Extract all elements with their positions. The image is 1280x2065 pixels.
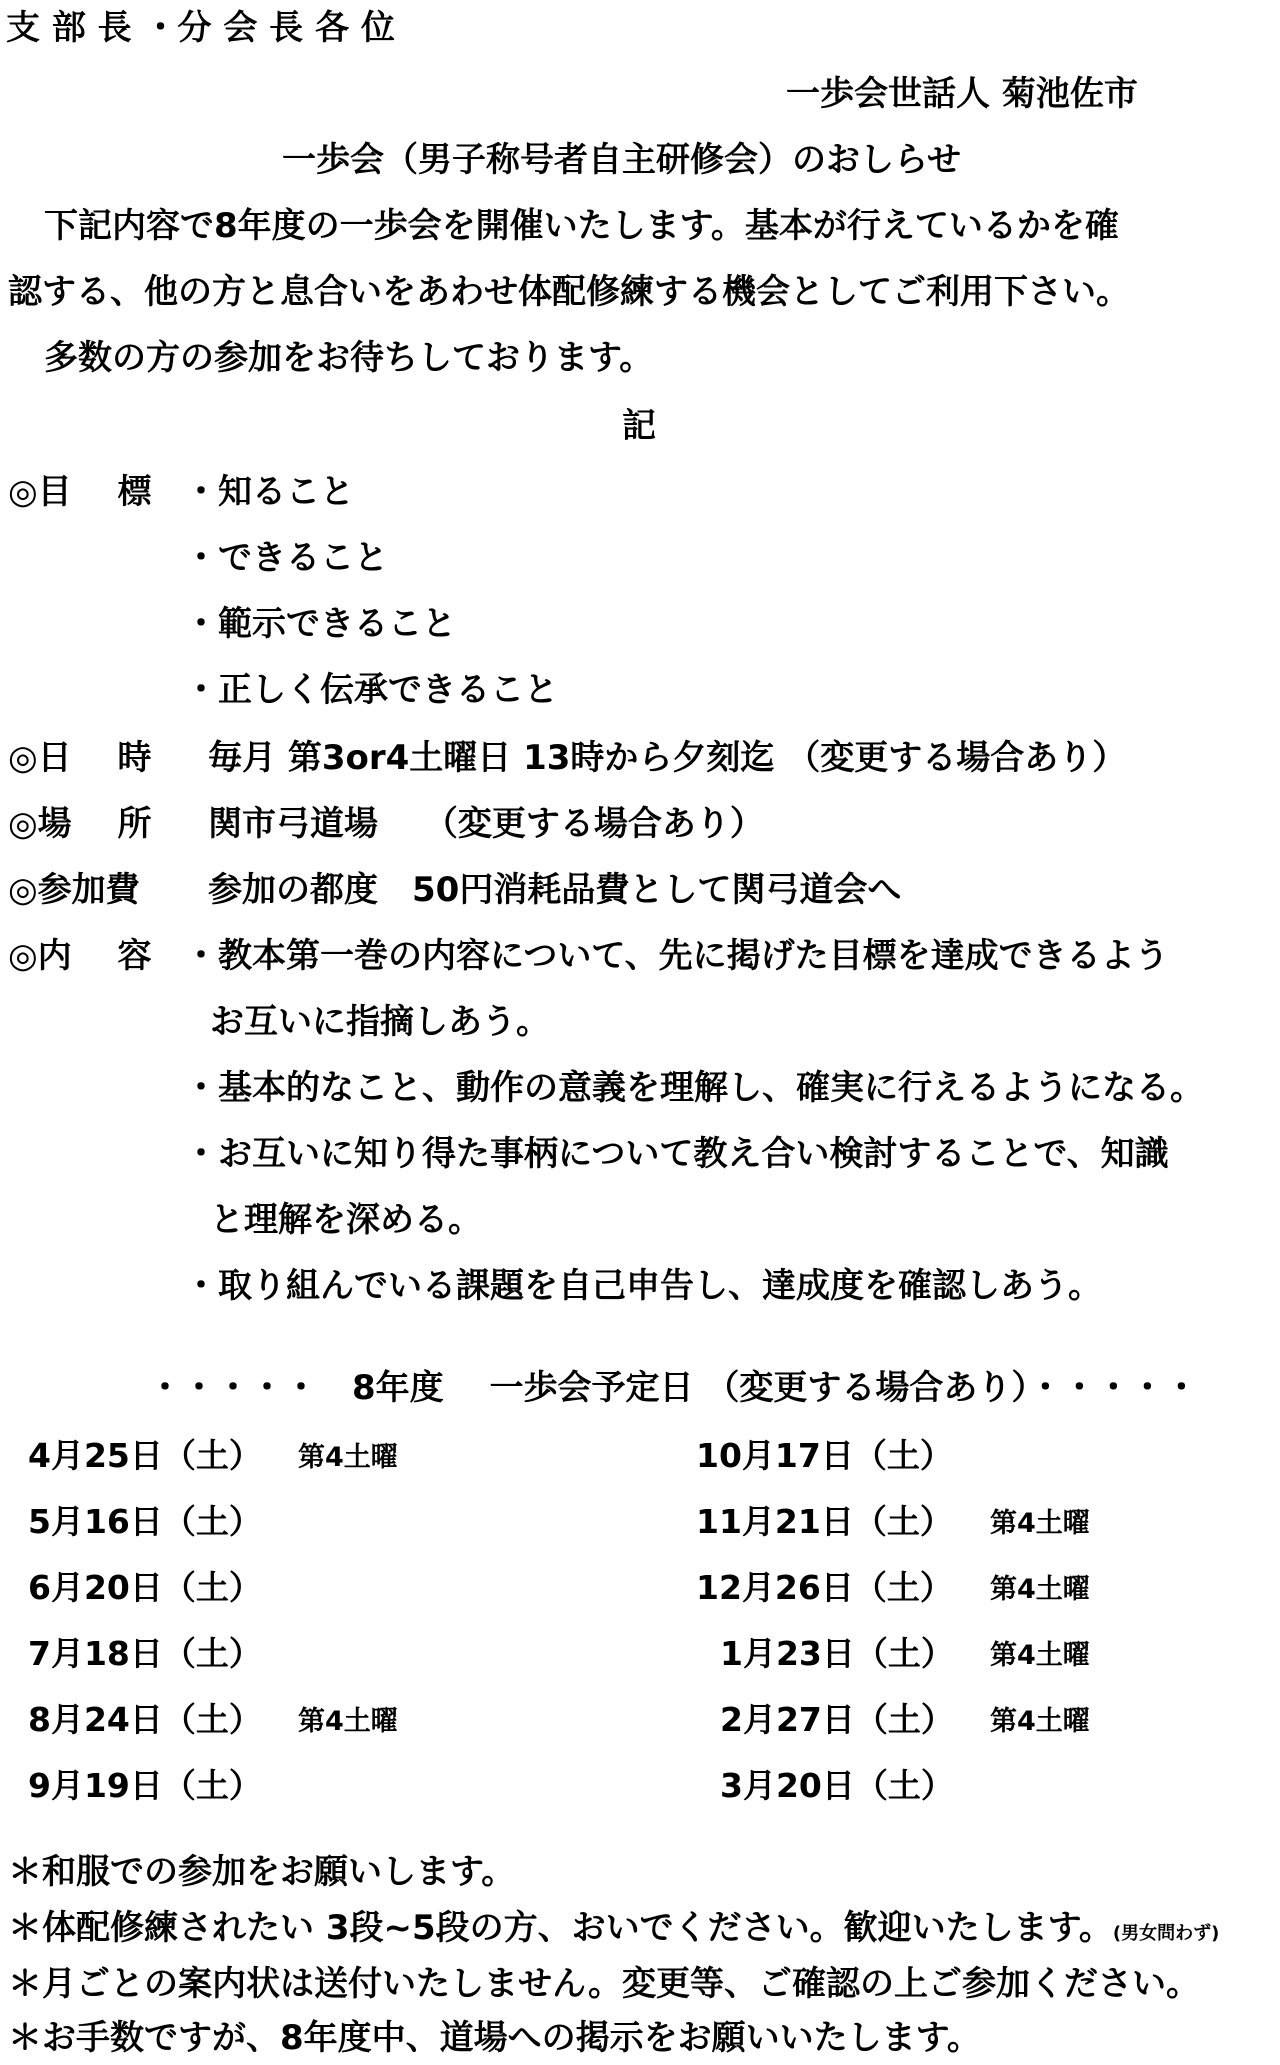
schedule-date: 8月24日（土） <box>28 1700 262 1739</box>
goal-item: ・正しく伝承できること <box>184 670 558 710</box>
schedule-row <box>28 1566 262 1610</box>
place-label: ◎場 所 <box>8 804 152 844</box>
schedule-date: 2月27日（土） <box>720 1700 954 1739</box>
schedule-heading: ・・・・・ 8年度 一歩会予定日 （変更する場合あり）・・・・・ <box>148 1368 1199 1408</box>
schedule-note: 第4土曜 <box>990 1640 1090 1671</box>
schedule-note: 第4土曜 <box>298 1442 398 1473</box>
fee-label: ◎参加費 <box>8 870 140 910</box>
content-line: ・お互いに知り得た事柄について教え合い検討することで、知識 <box>184 1134 1169 1174</box>
content-line: ・教本第一巻の内容について、先に掲げた目標を達成できるよう <box>184 936 1169 976</box>
intro-line-1: 下記内容で8年度の一歩会を開催いたします。基本が行えているかを確 <box>44 206 1119 246</box>
goals-label: ◎目 標 <box>8 472 152 512</box>
page-title: 一歩会（男子称号者自主研修会）のおしらせ <box>282 140 961 180</box>
schedule-row <box>28 1632 262 1676</box>
note-small: (男女問わず) <box>1112 1923 1220 1944</box>
datetime-label: ◎日 時 <box>8 738 152 778</box>
schedule-row <box>720 1764 1116 1808</box>
schedule-date: 9月19日（土） <box>28 1766 262 1805</box>
content-line: お互いに指摘しあう。 <box>210 1002 550 1042</box>
note-line <box>8 1906 1219 1956</box>
schedule-date: 5月16日（土） <box>28 1502 262 1541</box>
schedule-row <box>720 1632 1116 1676</box>
schedule-date: 4月25日（土） <box>28 1436 262 1475</box>
content-line: ・取り組んでいる課題を自己申告し、達成度を確認しあう。 <box>184 1266 1102 1306</box>
schedule-date: 7月18日（土） <box>28 1634 262 1673</box>
content-line: と理解を深める。 <box>210 1200 482 1240</box>
ki-heading: 記 <box>622 406 656 446</box>
goal-item: ・範示できること <box>184 604 456 644</box>
schedule-note: 第4土曜 <box>298 1706 398 1737</box>
schedule-row <box>28 1764 262 1808</box>
schedule-date: 3月20日（土） <box>720 1766 954 1805</box>
place-text: 関市弓道場 （変更する場合あり） <box>208 804 764 844</box>
schedule-date: 1月23日（土） <box>720 1634 954 1673</box>
schedule-date: 10月17日（土） <box>696 1436 953 1475</box>
goal-item: ・知ること <box>184 472 354 512</box>
datetime-text: 毎月 第3or4土曜日 13時から夕刻迄 （変更する場合あり） <box>208 738 1127 778</box>
schedule-row <box>720 1698 1116 1742</box>
intro-line-2: 認する、他の方と息合いをあわせ体配修練する機会としてご利用下さい。 <box>8 272 1130 312</box>
schedule-date: 12月26日（土） <box>696 1568 953 1607</box>
fee-text: 参加の都度 50円消耗品費として関弓道会へ <box>208 870 902 910</box>
schedule-row <box>696 1566 1116 1610</box>
note-line: ＊和服での参加をお願いします。 <box>8 1852 516 1892</box>
schedule-note: 第4土曜 <box>990 1574 1090 1605</box>
goal-item: ・できること <box>184 538 388 578</box>
schedule-row <box>28 1698 398 1742</box>
schedule-note: 第4土曜 <box>990 1508 1090 1539</box>
schedule-row <box>696 1500 1116 1544</box>
addressee: 支 部 長 ・分 会 長 各 位 <box>6 8 395 48</box>
note-line: ＊お手数ですが、8年度中、道場への掲示をお願いいたします。 <box>8 2018 981 2058</box>
content-label: ◎内 容 <box>8 936 152 976</box>
intro-line-3: 多数の方の参加をお待ちしております。 <box>44 338 654 378</box>
content-line: ・基本的なこと、動作の意義を理解し、確実に行えるようになる。 <box>184 1068 1204 1108</box>
schedule-note: 第4土曜 <box>990 1706 1090 1737</box>
schedule-date: 6月20日（土） <box>28 1568 262 1607</box>
sender: 一歩会世話人 菊池佐市 <box>786 74 1138 114</box>
note-line: ＊月ごとの案内状は送付いたしません。変更等、ご確認の上ご参加ください。 <box>8 1964 1201 2004</box>
schedule-row <box>28 1500 262 1544</box>
schedule-row <box>696 1434 1116 1478</box>
schedule-row <box>28 1434 398 1478</box>
schedule-date: 11月21日（土） <box>696 1502 953 1541</box>
note-text: ＊体配修練されたい 3段~5段の方、おいでください。歓迎いたします。 <box>8 1908 1113 1948</box>
